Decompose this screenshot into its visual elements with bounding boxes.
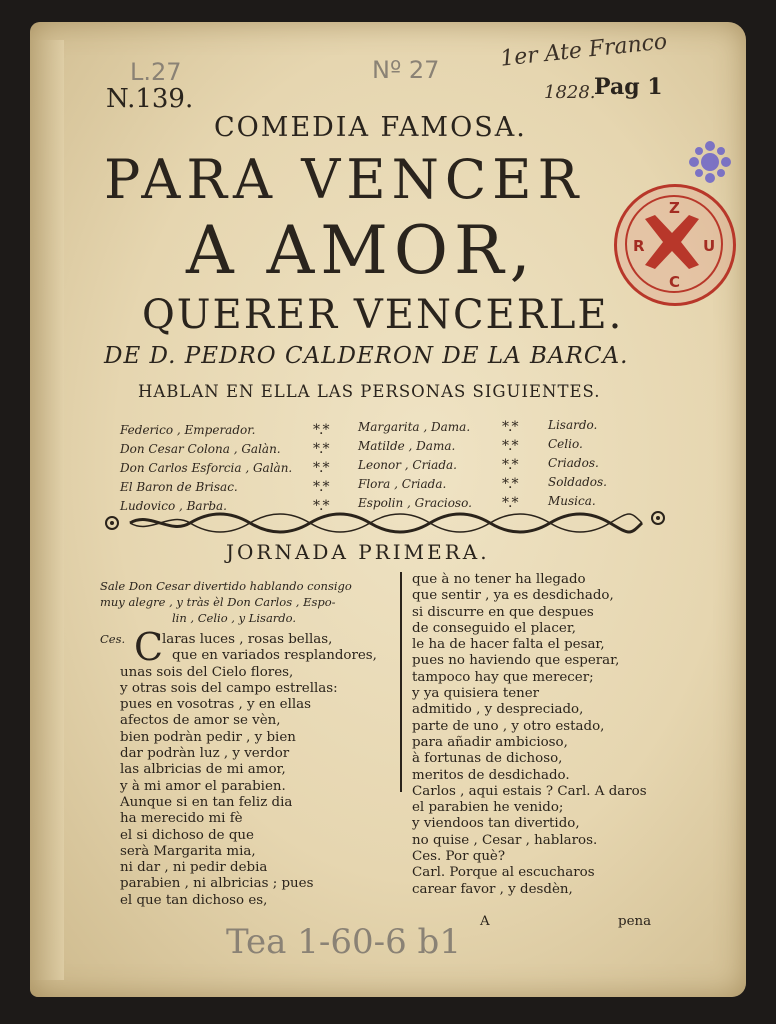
cast-entry: Musica. — [548, 494, 596, 508]
title-line-1: PARA VENCER — [104, 148, 585, 211]
stage-direction: Sale Don Cesar divertido hablando consigo muy alegre , y tràs èl Don Carlos , Espo- lin , Celio , y Lisardo. — [100, 579, 352, 625]
cast-column-1 — [120, 421, 292, 516]
page-number: Pag 1 — [594, 74, 663, 100]
cast-entry: Soldados. — [548, 475, 607, 489]
comedia-famosa-kicker: COMEDIA FAMOSA. — [214, 112, 527, 143]
cast-entry: Matilde , Dama. — [358, 439, 456, 453]
comedia-number: N.139. — [106, 84, 194, 114]
stamp-letter-z: Z — [669, 199, 680, 217]
cast-entry: Don Cesar Colona , Galàn. — [120, 442, 281, 456]
title-line-2: A AMOR, — [186, 212, 537, 289]
pencil-mark-no27: Nº 27 — [372, 56, 440, 84]
cast-entry: Espolin , Gracioso. — [358, 496, 472, 510]
cast-entry: Federico , Emperador. — [120, 423, 256, 437]
cast-entry: El Baron de Brisac. — [120, 480, 238, 494]
handwritten-shelfmark: 1er Ate Franco — [499, 29, 669, 72]
cast-column-2 — [358, 418, 472, 513]
column-divider — [400, 572, 402, 792]
cast-entry: Margarita , Dama. — [358, 420, 471, 434]
star-divider-1: *.* *.* *.* *.* *.* — [313, 422, 329, 514]
cast-entry: Celio. — [548, 437, 583, 451]
cast-entry: Leonor , Criada. — [358, 458, 457, 472]
cast-column-3 — [548, 416, 607, 511]
title-line-3: QUERER VENCERLE. — [142, 292, 624, 338]
blue-flower-stamp — [686, 138, 734, 186]
stamp-letter-c: C — [669, 273, 681, 291]
persons-heading: HABLAN EN ELLA LAS PERSONAS SIGUIENTES. — [138, 382, 601, 401]
cast-entry: Lisardo. — [548, 418, 598, 432]
right-text-column: que à no tener ha llegado que sentir , ya es desdichado, si discurre en que despues de conseguido el placer, le ha de hacer falta el pesar, pues no haviendo que esperar, tampoco hay que merecer; y ya quisiera tener admitido , y despreciado, parte de uno , y otro estado, para añadir ambicioso, à fortunas de dichoso, meritos de desdichado. Carlos , aqui estais ? Carl. A daros el parabien he venido; y viendoos tan divertido, no quise , Cesar , hablaros. Ces. Por què? Carl. Porque al escucharos carear favor , y desdèn, — [412, 572, 647, 897]
catchword: pena — [618, 914, 652, 929]
red-library-stamp — [614, 184, 736, 306]
cast-entry: Flora , Criada. — [358, 477, 447, 491]
jornada-heading: JORNADA PRIMERA. — [226, 540, 490, 564]
left-text-column: laras luces , rosas bellas, que en variados resplandores, unas sois del Cielo flores, y otras sois del campo estrellas: pues en vosotras , y en ellas afectos de amor se vèn, bien podràn pedir , y bien dar podràn luz , y verdor las albricias de mi amor, y à mi amor el parabien. Aunque si en tan feliz dia ha merecido mi fè el si dichoso de que serà Margarita mia, ni dar , ni pedir debia parabien , ni albricias ; pues el que tan dichoso es, — [120, 632, 377, 908]
stamp-letter-u: U — [703, 237, 716, 255]
pencil-shelfmark: Tea 1-60-6 b1 — [226, 922, 461, 962]
author-line: DE D. PEDRO CALDERON DE LA BARCA. — [104, 343, 629, 369]
cast-entry: Don Carlos Esforcia , Galàn. — [120, 461, 293, 475]
handwritten-year: 1828. — [544, 82, 596, 103]
stamp-letter-r: R — [633, 237, 645, 255]
speaker-label: Ces. — [100, 632, 126, 646]
catchword-signature: A — [480, 914, 490, 929]
cast-entry: Ludovico , Barba. — [120, 499, 227, 513]
drop-cap: C — [134, 625, 164, 669]
pencil-mark-l27: L.27 — [130, 58, 182, 86]
ornamental-rule — [102, 506, 672, 540]
star-divider-2: *.* *.* *.* *.* *.* — [502, 419, 518, 511]
binding-spine — [30, 40, 64, 980]
cast-entry: Criados. — [548, 456, 599, 470]
